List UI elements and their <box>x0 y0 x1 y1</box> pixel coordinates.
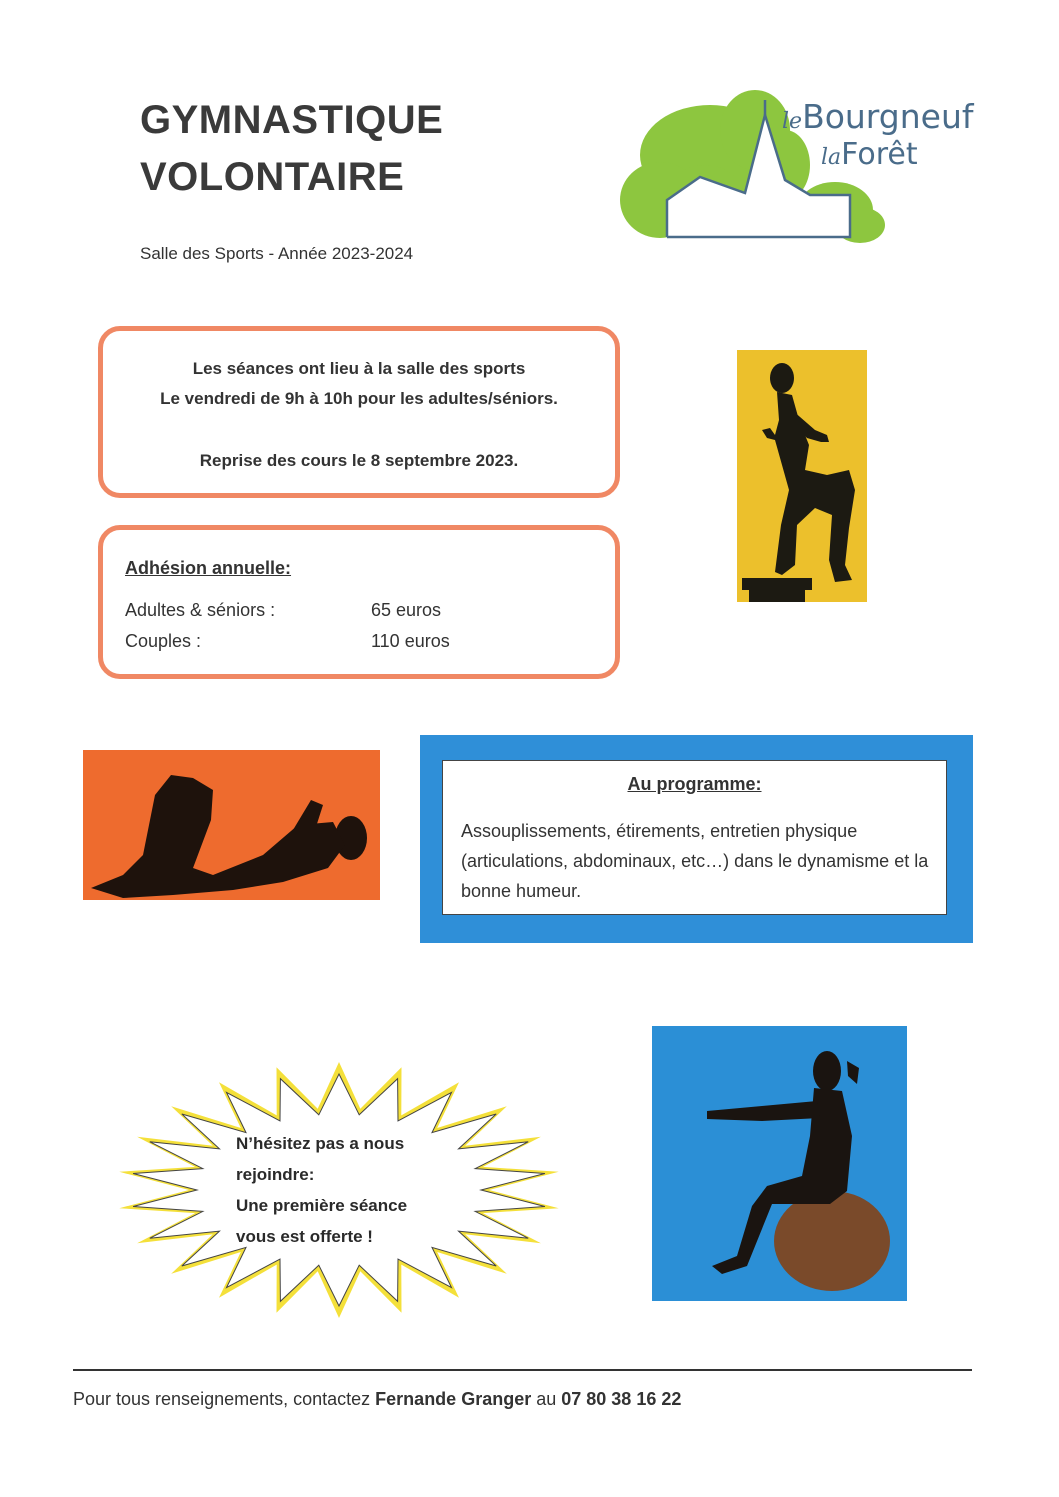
subtitle: Salle des Sports - Année 2023-2024 <box>140 244 414 263</box>
contact-name: Fernande Granger <box>375 1389 532 1409</box>
callout-line-1: N’hésitez pas a nous <box>236 1134 405 1153</box>
program-box <box>442 760 947 915</box>
abdominal-crunch-photo <box>83 750 380 900</box>
ball-squat-silhouette-icon <box>652 1026 907 1301</box>
title-line-1: GYMNASTIQUE <box>140 98 444 142</box>
membership-label-adults: Adultes & séniors : <box>125 600 276 620</box>
program-heading: Au programme: <box>627 774 762 794</box>
ball-squat-photo <box>652 1026 907 1301</box>
membership-label-couples: Couples : <box>125 631 202 651</box>
footer-contact <box>73 1389 681 1410</box>
page-title <box>140 92 443 206</box>
title-line-2: VOLONTAIRE <box>140 155 405 199</box>
callout-line-2: rejoindre: <box>236 1165 315 1184</box>
footer-prefix: Pour tous renseignements, contactez <box>73 1389 376 1409</box>
callout-text <box>236 1128 407 1252</box>
membership-price-couples: 110 euros <box>371 631 450 651</box>
step-exercise-photo <box>737 350 867 602</box>
program-text: Assouplissements, étirements, entretien physique (articulations, abdominaux, etc…) dans le dynamisme et la bonne humeur. <box>461 821 929 901</box>
contact-phone: 07 80 38 16 22 <box>561 1389 682 1409</box>
abdominal-crunch-silhouette-icon <box>83 750 380 900</box>
schedule-line-3: Reprise des cours le 8 septembre 2023. <box>199 451 519 470</box>
footer-divider <box>73 1369 972 1371</box>
schedule-line-2: Le vendredi de 9h à 10h pour les adultes/séniors. <box>160 389 558 408</box>
membership-heading: Adhésion annuelle: <box>125 558 292 578</box>
schedule-line-1: Les séances ont lieu à la salle des sports <box>192 359 526 378</box>
callout-line-4: vous est offerte ! <box>236 1227 373 1246</box>
schedule-box <box>98 326 620 498</box>
membership-price-adults: 65 euros <box>371 600 442 620</box>
logo-text-line-1: leBourgneuf <box>782 97 974 136</box>
membership-box <box>98 525 620 679</box>
step-exercise-silhouette-icon <box>737 350 867 602</box>
program-frame <box>420 735 973 943</box>
logo-text-line-2: laForêt <box>821 137 918 172</box>
footer-middle: au <box>531 1389 562 1409</box>
callout-line-3: Une première séance <box>236 1196 408 1215</box>
